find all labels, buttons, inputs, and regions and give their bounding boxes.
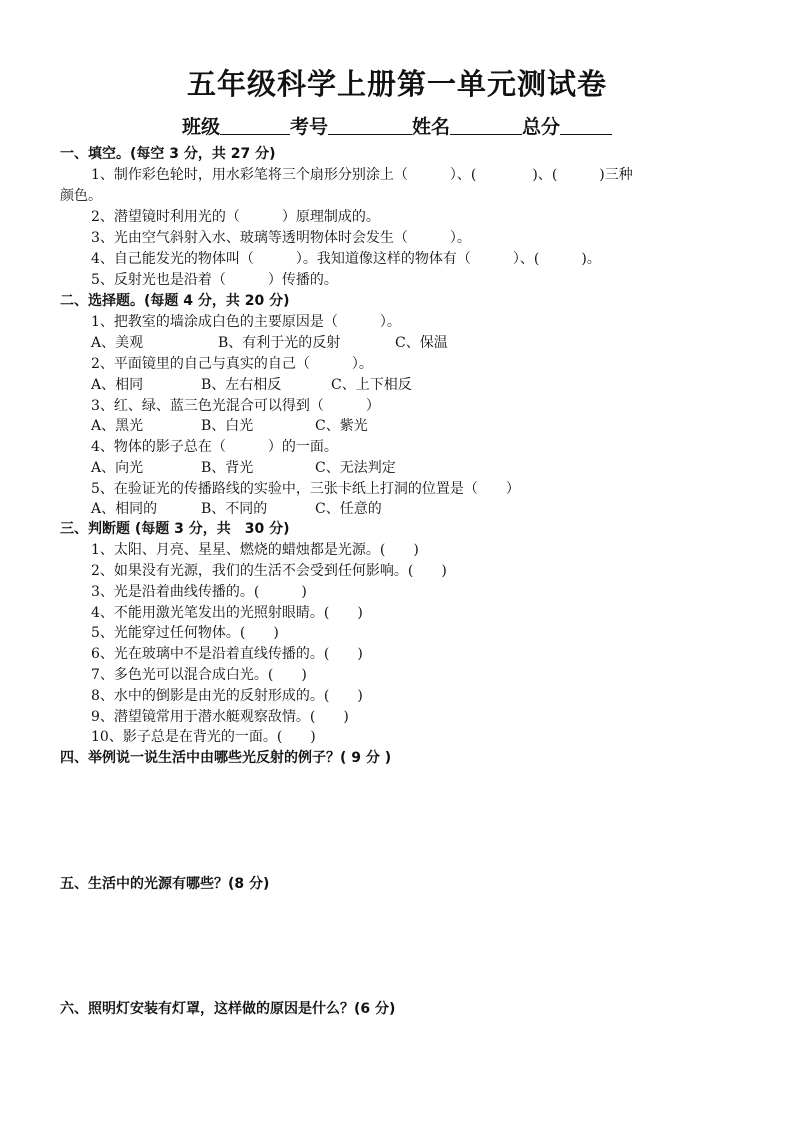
option-b[interactable]: B、不同的 [201, 501, 268, 517]
option-c[interactable]: C、保温 [395, 335, 448, 351]
fill-question-2: 2、潜望镜时利用光的（ ）原理制成的。 [91, 209, 380, 225]
section-reflection-examples-heading: 四、举例说一说生活中由哪些光反射的例子？( 9 分 ) [60, 750, 392, 766]
class-label: 班级 [181, 116, 220, 138]
exam-no-label: 考号 [289, 116, 328, 138]
choice-question-1: 1、把教室的墙涂成白色的主要原因是（ ）。 [91, 314, 401, 330]
section-choice-heading: 二、选择题。(每题 4 分，共 20 分) [60, 293, 290, 309]
judge-question: 1、太阳、月亮、星星、燃烧的蜡烛都是光源。( ) [91, 542, 419, 558]
option-b[interactable]: B、有利于光的反射 [218, 335, 341, 351]
section-light-sources-heading: 五、生活中的光源有哪些？(8 分) [60, 876, 270, 892]
judge-question: 10、影子总是在背光的一面。( ) [91, 729, 316, 745]
judge-question: 6、光在玻璃中不是沿着直线传播的。( ) [91, 646, 363, 662]
judge-question: 3、光是沿着曲线传播的。( ) [91, 584, 307, 600]
option-b[interactable]: B、背光 [201, 460, 254, 476]
option-a[interactable]: A、相同 [91, 377, 144, 393]
option-c[interactable]: C、上下相反 [331, 377, 412, 393]
section-true-false-heading: 三、判断题 (每题 3 分，共 30 分) [60, 521, 290, 537]
option-b[interactable]: B、白光 [201, 418, 254, 434]
fill-question-3: 3、光由空气斜射入水、玻璃等透明物体时会发生（ ）。 [91, 230, 471, 246]
section-fill-blank-heading: 一、填空。(每空 3 分，共 27 分) [60, 146, 276, 162]
name-label: 姓名 [412, 116, 451, 138]
exam-title: 五年级科学上册第一单元测试卷 [186, 67, 607, 101]
fill-question-1-continued: 颜色。 [60, 188, 102, 204]
fill-question-1: 1、制作彩色轮时，用水彩笔将三个扇形分别涂上（ ）、( )、( )三种 [91, 167, 633, 183]
option-a[interactable]: A、相同的 [91, 501, 158, 517]
judge-question: 5、光能穿过任何物体。( ) [91, 625, 279, 641]
fill-question-5: 5、反射光也是沿着（ ）传播的。 [91, 272, 338, 288]
student-info-line [0, 112, 794, 139]
score-label: 总分 [522, 116, 561, 138]
score-blank[interactable] [560, 116, 612, 135]
judge-question: 7、多色光可以混合成白光。( ) [91, 667, 307, 683]
choice-question-3: 3、红、绿、蓝三色光混合可以得到（ ） [91, 398, 380, 414]
option-c[interactable]: C、紫光 [315, 418, 368, 434]
choice-question-5: 5、在验证光的传播路线的实验中，三张卡纸上打洞的位置是（ ） [91, 481, 520, 497]
option-c[interactable]: C、无法判定 [315, 460, 396, 476]
option-a[interactable]: A、向光 [91, 460, 144, 476]
judge-question: 8、水中的倒影是由光的反射形成的。( ) [91, 688, 363, 704]
judge-question: 4、不能用激光笔发出的光照射眼睛。( ) [91, 605, 363, 621]
option-a[interactable]: A、黑光 [91, 418, 144, 434]
name-blank[interactable] [450, 116, 522, 135]
choice-question-4: 4、物体的影子总在（ ）的一面。 [91, 439, 338, 455]
option-c[interactable]: C、任意的 [315, 501, 382, 517]
fill-question-4: 4、自己能发光的物体叫（ ）。我知道像这样的物体有（ ）、( )。 [91, 251, 601, 267]
option-b[interactable]: B、左右相反 [201, 377, 282, 393]
choice-question-2: 2、平面镜里的自己与真实的自己（ ）。 [91, 356, 373, 372]
judge-question: 2、如果没有光源，我们的生活不会受到任何影响。( ) [91, 563, 447, 579]
option-a[interactable]: A、美观 [91, 335, 144, 351]
class-blank[interactable] [220, 116, 290, 135]
section-lampshade-heading: 六、照明灯安装有灯罩，这样做的原因是什么？(6 分) [60, 1001, 396, 1017]
exam-no-blank[interactable] [328, 116, 412, 135]
judge-question: 9、潜望镜常用于潜水艇观察敌情。( ) [91, 709, 349, 725]
